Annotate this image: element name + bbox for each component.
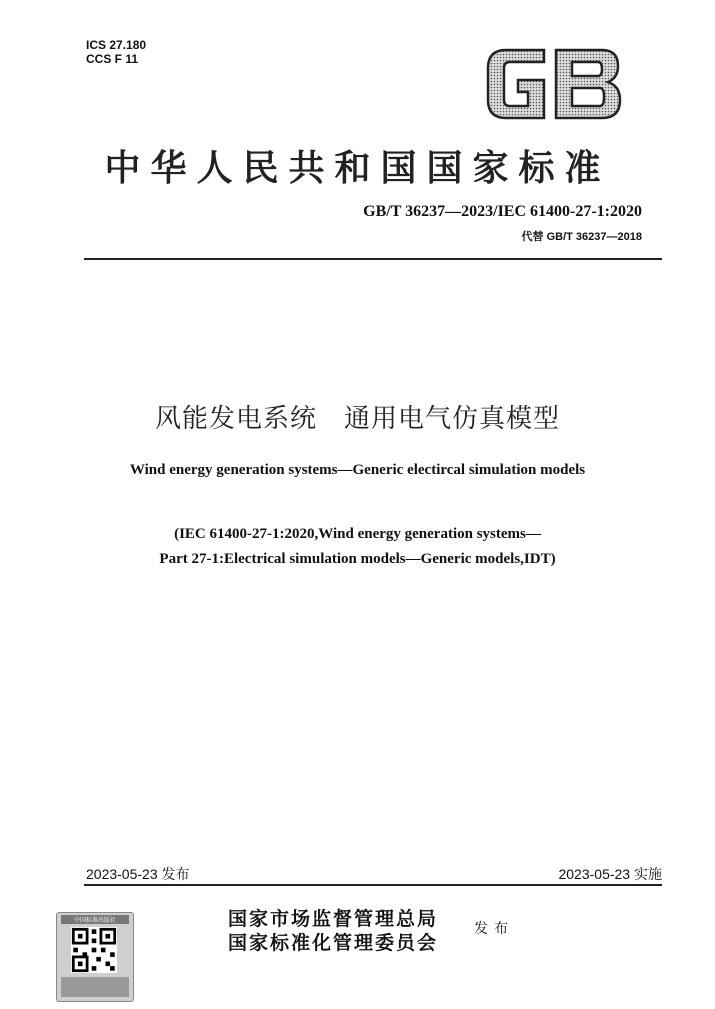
ccs-code: CCS F 11 bbox=[86, 52, 139, 66]
stamp-label: 中国标准出版社 bbox=[61, 915, 129, 924]
publisher-qr-stamp bbox=[56, 912, 134, 1002]
top-divider bbox=[84, 258, 662, 260]
stamp-hologram bbox=[61, 977, 129, 997]
effective-date: 2023-05-23 实施 bbox=[558, 866, 662, 882]
publish-label: 发布 bbox=[474, 921, 514, 937]
chinese-title: 风能发电系统 通用电气仿真模型 bbox=[154, 404, 560, 434]
standard-number: GB/T 36237—2023/IEC 61400-27-1:2020 bbox=[363, 203, 642, 220]
iec-reference-line-2: Part 27-1:Electrical simulation models—Generic models,IDT) bbox=[159, 551, 556, 567]
gb-logo-icon bbox=[484, 44, 624, 124]
classification-codes bbox=[86, 38, 146, 66]
iec-reference-line-1: (IEC 61400-27-1:2020,Wind energy generation systems— bbox=[174, 526, 541, 542]
bottom-divider bbox=[84, 884, 662, 886]
issuer-samr: 国家市场监督管理总局 bbox=[228, 908, 439, 930]
qr-code-icon bbox=[69, 927, 119, 973]
replaces-standard: 代替 GB/T 36237—2018 bbox=[521, 231, 642, 243]
issuer-sac: 国家标准化管理委员会 bbox=[228, 932, 439, 954]
issue-date: 2023-05-23 发布 bbox=[86, 866, 190, 882]
english-title: Wind energy generation systems—Generic electircal simulation models bbox=[129, 462, 586, 478]
ics-code: ICS 27.180 bbox=[86, 38, 147, 52]
national-standard-heading: 中华人民共和国国家标准 bbox=[104, 147, 611, 189]
